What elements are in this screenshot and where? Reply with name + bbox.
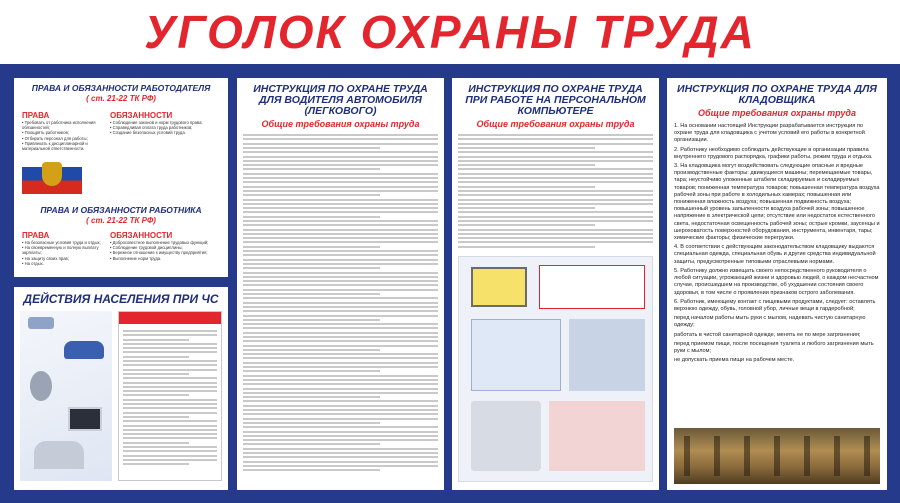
banner-header xyxy=(0,0,900,64)
storekeeper-instruction-text xyxy=(674,123,880,364)
flag-emblem xyxy=(22,154,82,194)
storekeeper-instruction-panel xyxy=(667,78,887,490)
emergency-title: ДЕЙСТВИЯ НАСЕЛЕНИЯ ПРИ ЧС xyxy=(23,292,219,306)
paragraph: перед приемом пищи, после посещения туалета и любого загрязнения мыть руки с мылом; xyxy=(674,340,874,354)
driver-instruction-panel xyxy=(237,78,444,490)
car-icon xyxy=(64,341,104,359)
driver-instruction-subtitle: Общие требования охраны труда xyxy=(261,119,420,130)
posture-diagram-icon xyxy=(471,319,561,391)
storekeeper-instruction-title: ИНСТРУКЦИЯ ПО ОХРАНЕ ТРУДА ДЛЯ КЛАДОВЩИКА xyxy=(677,83,877,107)
worker-duties-list xyxy=(110,240,215,261)
monitor-icon xyxy=(471,267,527,307)
list-item: • Бережное отношение к имуществу предприятия; xyxy=(110,250,215,255)
employer-rights-heading: ПРАВА xyxy=(22,110,50,120)
satellite-icon xyxy=(28,317,54,329)
pc-instruction-text xyxy=(458,134,653,248)
pc-instruction-subtitle: Общие требования охраны труда xyxy=(476,119,635,130)
emergency-table xyxy=(118,311,222,481)
list-item: • Соблюдение трудовой дисциплины; xyxy=(110,245,215,250)
table-body xyxy=(119,328,221,470)
employer-duties-list xyxy=(110,120,215,136)
driver-instruction-text xyxy=(243,134,438,471)
list-item: • Справедливая оплата труда работников; xyxy=(110,125,215,130)
speaker-icon xyxy=(30,371,52,401)
pc-workstation-diagram xyxy=(458,256,653,482)
list-item: • Привлекать к дисциплинарной и материальной ответственности. xyxy=(22,141,102,151)
paragraph: 6. Работник, имеющему контакт с пищевыми продуктами, следует: оставлять верхнюю одежду, обувь, головной убор, личные вещи в гардеробной; xyxy=(674,298,876,312)
paragraph: 2. Работнику необходимо соблюдать действующие в организации правила внутреннего трудового распорядка, графики работы, режим труда и отдыха. xyxy=(674,146,873,160)
emergency-illustration xyxy=(20,311,112,481)
employer-rights-title: ПРАВА И ОБЯЗАННОСТИ РАБОТОДАТЕЛЯ xyxy=(31,83,211,93)
emergency-panel xyxy=(14,287,228,490)
paragraph: 1. На основании настоящей Инструкции разрабатывается инструкция по охране труда для кладовщика с учетом условий его работы в конкретной организации. xyxy=(674,123,865,144)
list-item: • На своевременную и полную выплату зарплаты; xyxy=(22,245,102,255)
list-item: • Добросовестное выполнение трудовых функций; xyxy=(110,240,215,245)
worker-rights-heading: ПРАВА xyxy=(22,231,50,241)
computer-desk-icon xyxy=(471,401,541,471)
driver-instruction-title: ИНСТРУКЦИЯ ПО ОХРАНЕ ТРУДА ДЛЯ ВОДИТЕЛЯ АВТОМОБИЛЯ (ЛЕГКОВОГО) xyxy=(253,83,428,118)
paragraph: работать в чистой санитарной одежде, менять ее по мере загрязнения; xyxy=(674,331,861,338)
paragraph: 5. Работнику должно извещать своего непосредственного руководителя о любой ситуации, угрожающей жизни и здоровью людей, о каждом несчастном случае, происшедшем на производстве, об ухудшении состояния своего здоровья, в том числе о проявлении признаков острого заболевания. xyxy=(674,267,879,296)
list-item: • Соблюдение законов и норм трудового права; xyxy=(110,120,215,125)
pc-instruction-title: ИНСТРУКЦИЯ ПО ОХРАНЕ ТРУДА ПРИ РАБОТЕ НА ПЕРСОНАЛЬНОМ КОМПЬЮТЕРЕ xyxy=(465,83,646,118)
paragraph: перед началом работы мыть руки с мылом, надевать чистую санитарную одежду; xyxy=(674,315,866,329)
list-item: • Требовать от работника исполнения обязанностей; xyxy=(22,120,102,130)
list-item: • Отбирать персонал для работы; xyxy=(22,136,102,141)
rights-duties-panel xyxy=(14,78,228,277)
list-item: • На защиту своих прав; xyxy=(22,256,102,261)
storekeeper-instruction-subtitle: Общие требования охраны труда xyxy=(698,108,856,119)
safety-table-icon xyxy=(539,265,645,309)
worker-rights-list xyxy=(22,240,102,266)
employer-rights-list xyxy=(22,120,102,151)
employer-law-ref: ( ст. 21-22 ТК РФ) xyxy=(86,93,156,103)
employer-columns xyxy=(22,111,220,194)
paragraph: 4. В соответствии с действующим законодательством кладовщику выдаются специальная одежда, специальная обувь и другие средства индивидуальной защиты, предусмотренные типовыми отраслевыми нормами. xyxy=(674,244,876,265)
list-item: • Выполнение норм труда. xyxy=(110,256,215,261)
workplace-photo-icon xyxy=(569,319,645,391)
people-icon xyxy=(34,441,84,469)
coat-of-arms-icon xyxy=(42,162,62,186)
pc-instruction-panel xyxy=(452,78,659,490)
worker-columns xyxy=(22,231,220,266)
list-item: • На безопасные условия труда и отдых; xyxy=(22,240,102,245)
shelving-icon xyxy=(684,436,870,476)
employer-duties-heading: ОБЯЗАННОСТИ xyxy=(110,110,173,120)
worker-rights-title: ПРАВА И ОБЯЗАННОСТИ РАБОТНИКА xyxy=(40,205,202,216)
paragraph: не допускать приема пищи на рабочем месте. xyxy=(674,357,795,364)
worker-duties-heading: ОБЯЗАННОСТИ xyxy=(110,231,173,241)
page-title: УГОЛОК ОХРАНЫ ТРУДА xyxy=(144,6,756,58)
warehouse-photo xyxy=(674,428,880,484)
list-item: • Создание безопасных условий труда. xyxy=(110,130,215,135)
list-item: • Поощрять работников; xyxy=(22,130,102,135)
list-item: • На отдых. xyxy=(22,261,102,266)
table-header xyxy=(119,312,221,324)
worker-law-ref: ( ст. 21-22 ТК РФ) xyxy=(86,216,156,226)
tv-icon xyxy=(68,407,102,431)
exercise-diagram-icon xyxy=(549,401,645,471)
paragraph: 3. На кладовщика могут воздействовать следующие опасные и вредные производственные факторы: движущиеся машины; перемещаемые товары, тара; неустойчиво уложенные штабели складируемых и складируемых товаров; пониженная температура товаров; повышенная температура воздуха рабочей зоны при работе в холодильных камерах; повышенная или пониженная влажность воздуха; повышенная подвижность воздуха; повышенный уровень запыленности воздуха рабочей зоны; повышенное напряжение в электрической цепи; отсутствие или недостаток естественного света, недостаточная освещенность рабочей зоны; острые кромки, заусенцы и шероховатость поверхностей оборудования, инструмента, инвентаря, тары; химические факторы; физические перегрузки. xyxy=(674,163,880,242)
